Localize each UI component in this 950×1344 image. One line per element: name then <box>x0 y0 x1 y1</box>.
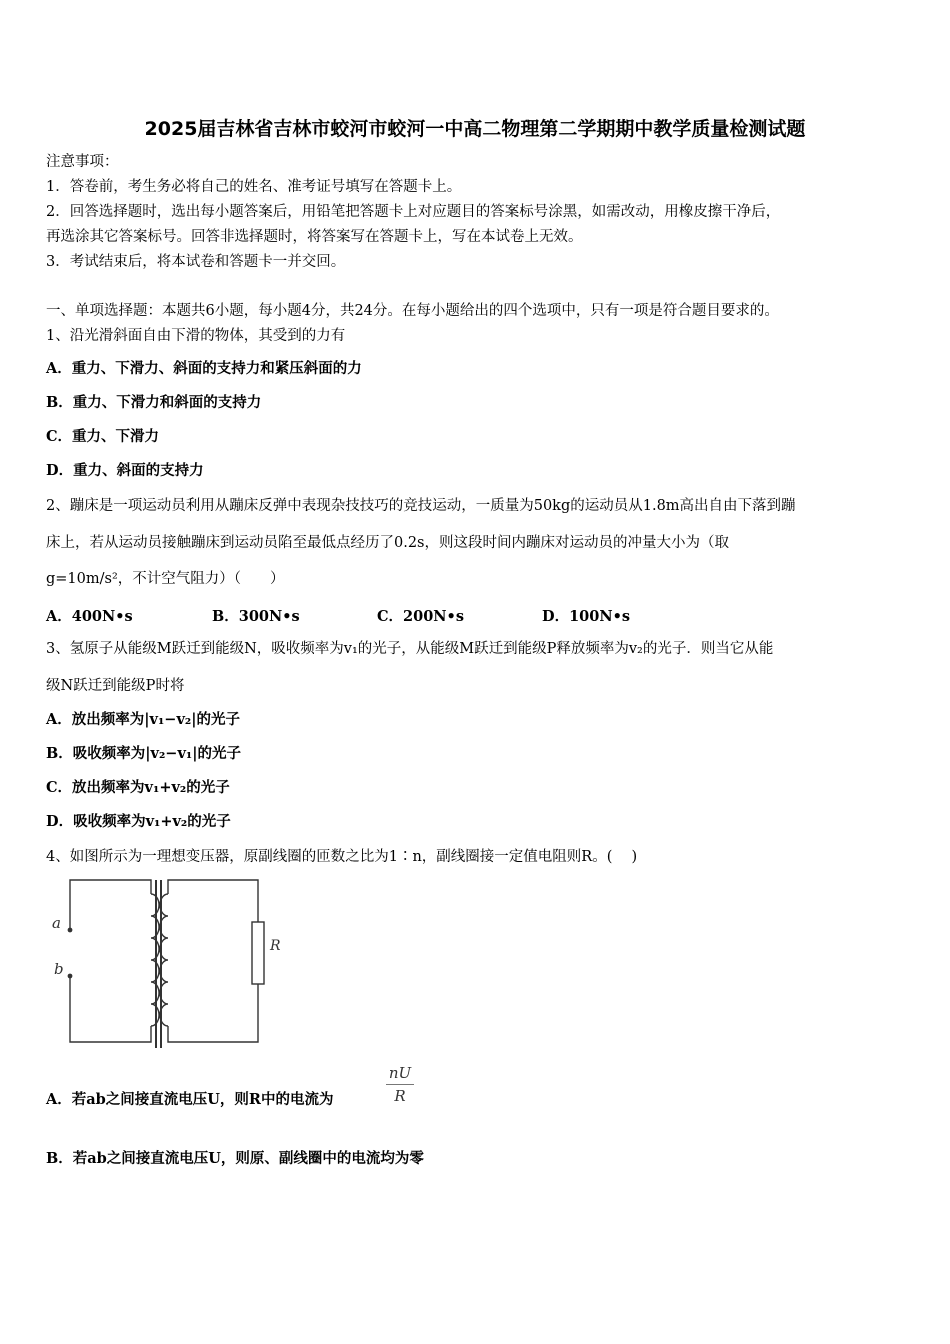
section-heading: 一、单项选择题：本题共6小题，每小题4分，共24分。在每小题给出的四个选项中，只有一项是符合题目要求的。 <box>46 303 779 319</box>
q3-stem-line: 级N跃迁到能级P时将 <box>46 678 185 694</box>
q1-option-c: C．重力、下滑力 <box>46 428 160 445</box>
fraction-bar <box>386 1084 414 1085</box>
q2-option-b: B．300N•s <box>212 608 300 625</box>
page-title: 2025届吉林省吉林市蛟河市蛟河一中高二物理第二学期期中教学质量检测试题 <box>144 118 806 140</box>
fraction-numerator: nU <box>388 1064 412 1082</box>
notice-item: 1．答卷前，考生务必将自己的姓名、准考证号填写在答题卡上。 <box>46 179 462 195</box>
q2-option-d: D．100N•s <box>542 608 631 625</box>
label-r: R <box>270 938 281 954</box>
q2-option-a: A．400N•s <box>46 608 133 625</box>
label-a: a <box>52 914 61 932</box>
q1-option-b: B．重力、下滑力和斜面的支持力 <box>46 394 262 411</box>
notice-item: 2．回答选择题时，选出每小题答案后，用铅笔把答题卡上对应题目的答案标号涂黑，如需改动，用橡皮擦干净后， <box>46 204 781 220</box>
q4-option-b: B．若ab之间接直流电压U，则原、副线圈中的电流均为零 <box>46 1150 424 1167</box>
q1-option-d: D．重力、斜面的支持力 <box>46 462 204 479</box>
q4-stem: 4、如图所示为一理想变压器，原副线圈的匝数之比为1∶n，副线圈接一定值电阻则R。( ) <box>46 849 638 865</box>
notice-heading: 注意事项： <box>46 154 119 170</box>
fraction-denominator: R <box>394 1087 406 1105</box>
q2-stem-line: 2、蹦床是一项运动员利用从蹦床反弹中表现杂技技巧的竞技运动，一质量为50kg的运动员从1.8m高出自由下落到蹦 <box>46 498 796 514</box>
q3-option-b: B．吸收频率为|v₂−v₁|的光子 <box>46 745 242 762</box>
q3-option-d: D．吸收频率为v₁+v₂的光子 <box>46 813 231 830</box>
current-fraction <box>386 1064 414 1105</box>
terminal-b <box>68 974 73 979</box>
q1-stem: 1、沿光滑斜面自由下滑的物体，其受到的力有 <box>46 328 346 344</box>
q4-option-a: A．若ab之间接直流电压U，则R中的电流为 <box>46 1091 334 1108</box>
terminal-a <box>68 928 73 933</box>
q2-stem-line: 床上，若从运动员接触蹦床到运动员陷至最低点经历了0.2s，则这段时间内蹦床对运动员的冲量大小为（取 <box>46 535 729 551</box>
q3-option-a: A．放出频率为|v₁−v₂|的光子 <box>46 711 241 728</box>
q2-option-c: C．200N•s <box>377 608 464 625</box>
q2-stem-line: g=10m/s²，不计空气阻力）（ ） <box>46 571 285 587</box>
q3-option-c: C．放出频率为v₁+v₂的光子 <box>46 779 230 796</box>
notice-item: 再选涂其它答案标号。回答非选择题时，将答案写在答题卡上，写在本试卷上无效。 <box>46 229 583 245</box>
label-b: b <box>54 960 64 978</box>
q1-option-a: A．重力、下滑力、斜面的支持力和紧压斜面的力 <box>46 360 362 377</box>
notice-item: 3．考试结束后，将本试卷和答题卡一并交回。 <box>46 254 346 270</box>
q3-stem-line: 3、氢原子从能级M跃迁到能级N，吸收频率为v₁的光子，从能级M跃迁到能级P释放频率为v₂的光子．则当它从能 <box>46 641 774 657</box>
transformer-diagram <box>46 876 281 1052</box>
